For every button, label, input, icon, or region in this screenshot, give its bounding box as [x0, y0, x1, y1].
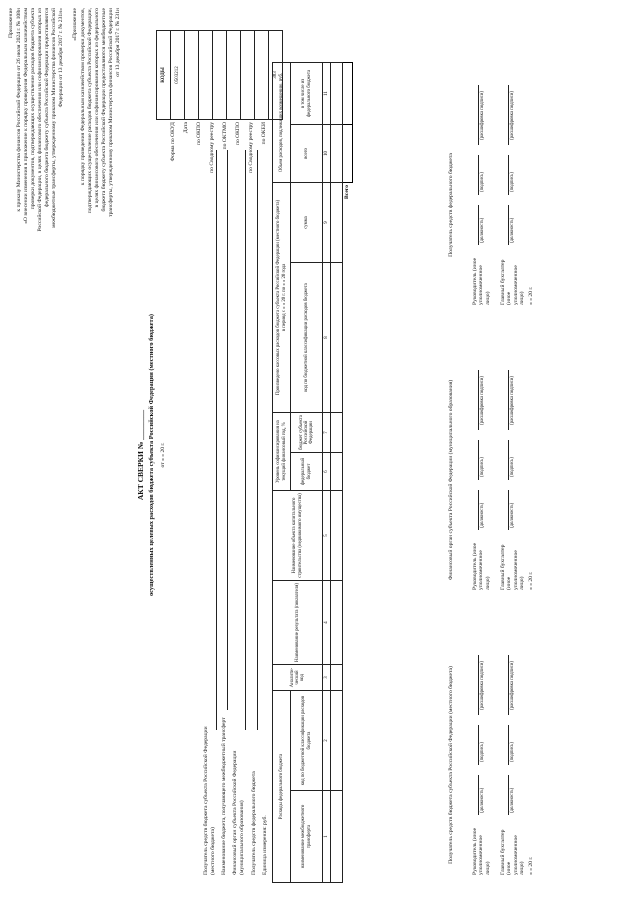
appendix2-line-3: подтверждающих осуществление расходов бюджета субъекта Российской Федерации,	[87, 8, 93, 214]
field-finorg-sub: (муниципального образования)	[239, 800, 245, 875]
total-label: Всего	[344, 185, 351, 199]
sig-middle-decode-2: (расшифровка подписи)	[510, 376, 515, 425]
codes-table	[156, 30, 283, 120]
sig-right-decode-2: (расшифровка подписи)	[510, 91, 515, 140]
th-sum: сумма	[291, 183, 323, 263]
codes-header: КОДЫ	[157, 31, 171, 120]
sig-middle-date: « » 20 г.	[528, 571, 534, 590]
codes-label-8: по ОКЕИ	[261, 122, 267, 145]
appendix-line-2: к приказу Министерства финансов Российской Федерации от 26 июля 2024 г. № 108н	[16, 8, 22, 212]
codes-label-1: Форма по ОКУД	[170, 122, 176, 162]
main-table	[272, 22, 353, 883]
appendix2-line-4: в целях финансового обеспечения или софинансирования которых из федерального	[94, 8, 100, 208]
appendix-line-7: межбюджетные трансферты, утвержденному приказом Министерства финансов Российской	[51, 8, 57, 228]
th-total: всего	[291, 125, 323, 183]
appendix-line-5: Российской Федерации, в целях финансового обеспечения или софинансирования которых из	[37, 8, 43, 232]
sig-left-head: Руководитель (иное уполномоченное лицо)	[472, 827, 491, 875]
total-row	[343, 22, 353, 882]
th-volume-group: Объем расходов, подлежащих возмещению, руб.	[273, 62, 291, 182]
codes-label-2: Дата	[183, 122, 189, 134]
sig-middle-head: Руководитель (иное уполномоченное лицо)	[472, 542, 491, 590]
field-budget: Наименование бюджета, получающего межбюджетный трансферт	[221, 717, 227, 875]
th-incl-fed: в том числе из федерального бюджета	[291, 62, 323, 124]
page-subtitle: осуществленных целевых расходов бюджета субъекта Российской Федерации (местного бюджета)	[148, 313, 155, 597]
col-num-2: 2	[323, 691, 331, 791]
field-finorg-line	[245, 150, 246, 730]
field-fedrecipient-line	[257, 150, 258, 730]
th-fed-code: код по бюджетной классификации расходов бюджета	[291, 691, 323, 791]
sig-left-date: « » 20 г.	[528, 856, 534, 875]
sig-right-head: Руководитель (иное уполномоченное лицо)	[472, 257, 491, 305]
col-num-11: 11	[323, 62, 331, 124]
codes-label-6: по ОКПО	[235, 122, 241, 146]
th-cofin-fed: федеральный бюджет	[291, 453, 323, 491]
sig-middle-signature-2: (подпись)	[510, 457, 515, 477]
sig-left-signature: (подпись)	[480, 742, 485, 762]
sig-right-accountant: Главный бухгалтер (иное уполномоченное лицо)	[500, 259, 526, 305]
sig-middle-position-2: (должность)	[510, 502, 515, 528]
sig-left-accountant: Главный бухгалтер (иное уполномоченное лицо)	[500, 829, 526, 875]
appendix-line-8: Федерации от 13 декабря 2017 г. № 231н»	[58, 8, 64, 108]
th-cofin-group: Уровень софинансирования на текущий финансовый год, %	[273, 413, 291, 491]
code-oktmo	[227, 31, 241, 120]
appendix2-line-6: трансферты, утвержденному приказом Министерства финансов Российской Федерации	[108, 8, 114, 217]
codes-label-5: по ОКТМО	[222, 122, 228, 150]
codes-label-3: по ОКПО	[196, 122, 202, 146]
code-registry	[213, 31, 227, 120]
th-object: Наименование объекта капитального строительства (недвижимого имущества)	[273, 491, 323, 581]
code-registry-2	[255, 31, 269, 120]
appendix-line-6: федерального бюджета бюджету субъекта Российской Федерации предоставляются	[44, 8, 50, 207]
th-analytic: Аналити-ческий код	[273, 665, 323, 691]
sig-middle-position: (должность)	[480, 502, 485, 528]
sig-left-decode-2: (расшифровка подписи)	[510, 661, 515, 710]
sig-right-signature: (подпись)	[480, 172, 485, 192]
table-row	[331, 22, 343, 882]
sig-right-title: Получатель средств федерального бюджета	[448, 153, 454, 257]
col-num-3: 3	[323, 665, 331, 691]
sig-left-position: (должность)	[480, 787, 485, 813]
appendix-line-1: Приложение	[8, 8, 14, 39]
field-finorg: Финансовый орган субъекта Российской Федерации	[232, 750, 238, 875]
sig-right-position-2: (должность)	[510, 217, 515, 243]
codes-label-7: по Сводному реестру	[248, 122, 254, 173]
sig-right-position: (должность)	[480, 217, 485, 243]
field-unit: Единица измерения: руб.	[262, 815, 268, 875]
code-okud: 0503212	[171, 31, 185, 120]
code-okei: 383	[269, 31, 283, 120]
sig-middle-title: Финансовый орган субъекта Российской Федерации (муниципального образования)	[448, 379, 454, 581]
codes-label-4: по Сводному реестру	[209, 122, 215, 173]
appendix2-line-2: к порядку проведения Федеральным казначейством проверки документов,	[80, 8, 86, 186]
field-recipient: Получатель средств бюджета субъекта Российской Федерации	[203, 726, 209, 875]
col-num-7: 7	[323, 413, 331, 453]
act-date: от « » 20 г.	[160, 442, 166, 468]
sig-middle-signature: (подпись)	[480, 457, 485, 477]
th-result: Наименование результата (показателя)	[273, 581, 323, 665]
col-num-9: 9	[323, 183, 331, 263]
appendix-line-3: «О внесении изменения в приложение к порядку проведения Федеральным казначейством	[23, 8, 29, 224]
col-num-5: 5	[323, 491, 331, 581]
sig-middle-decode: (расшифровка подписи)	[480, 376, 485, 425]
col-num-1: 1	[323, 791, 331, 883]
col-num-6: 6	[323, 453, 331, 491]
col-num-10: 10	[323, 125, 331, 183]
sig-middle-accountant: Главный бухгалтер (иное уполномоченное лицо)	[500, 544, 526, 590]
code-okpo	[199, 31, 213, 120]
th-federal-group: Расходы федерального бюджета	[273, 691, 291, 883]
code-okpo-2	[241, 31, 255, 120]
th-transfer-name: наименование межбюджетного трансферта	[291, 791, 323, 883]
field-recipient-line	[216, 150, 217, 730]
sig-right-decode: (расшифровка подписи)	[480, 91, 485, 140]
appendix2-line-1: «Приложение	[72, 8, 78, 41]
appendix2-line-5: бюджета бюджету субъекта Российской Федерации предоставляются межбюджетные	[101, 8, 107, 212]
code-date	[185, 31, 199, 120]
sig-right-signature-2: (подпись)	[510, 172, 515, 192]
appendix2-line-7: от 13 декабря 2017 г. № 231н	[115, 8, 121, 77]
sig-right-date: « » 20 г.	[528, 286, 534, 305]
field-budget-line	[227, 150, 228, 710]
sig-left-decode: (расшифровка подписи)	[480, 661, 485, 710]
sig-left-title: Получатель средств бюджета субъекта Российской Федерации (местного бюджета)	[448, 666, 454, 864]
col-num-8: 8	[323, 263, 331, 413]
col-num-4: 4	[323, 581, 331, 665]
th-cofin-reg: бюджет субъекта Российской Федерации	[291, 413, 323, 453]
sig-left-position-2: (должность)	[510, 787, 515, 813]
th-regional-group: Произведено кассовых расходов бюджета субъекта Российской Федерации (местного бюджета) в период с « » 20 г. по « » 20 года	[273, 183, 291, 413]
sig-left-signature-2: (подпись)	[510, 742, 515, 762]
appendix-line-4: проверки документов, подтверждающих осуществление расходов бюджета субъекта	[30, 8, 36, 210]
field-recipient-sub: (местного бюджета)	[210, 827, 216, 875]
th-regional-code: код по бюджетной классификации расходов бюджета	[291, 263, 323, 413]
page-title: АКТ СВЕРКИ № ________	[136, 409, 145, 501]
field-fedrecipient: Получатель средств федерального бюджета	[251, 771, 257, 875]
